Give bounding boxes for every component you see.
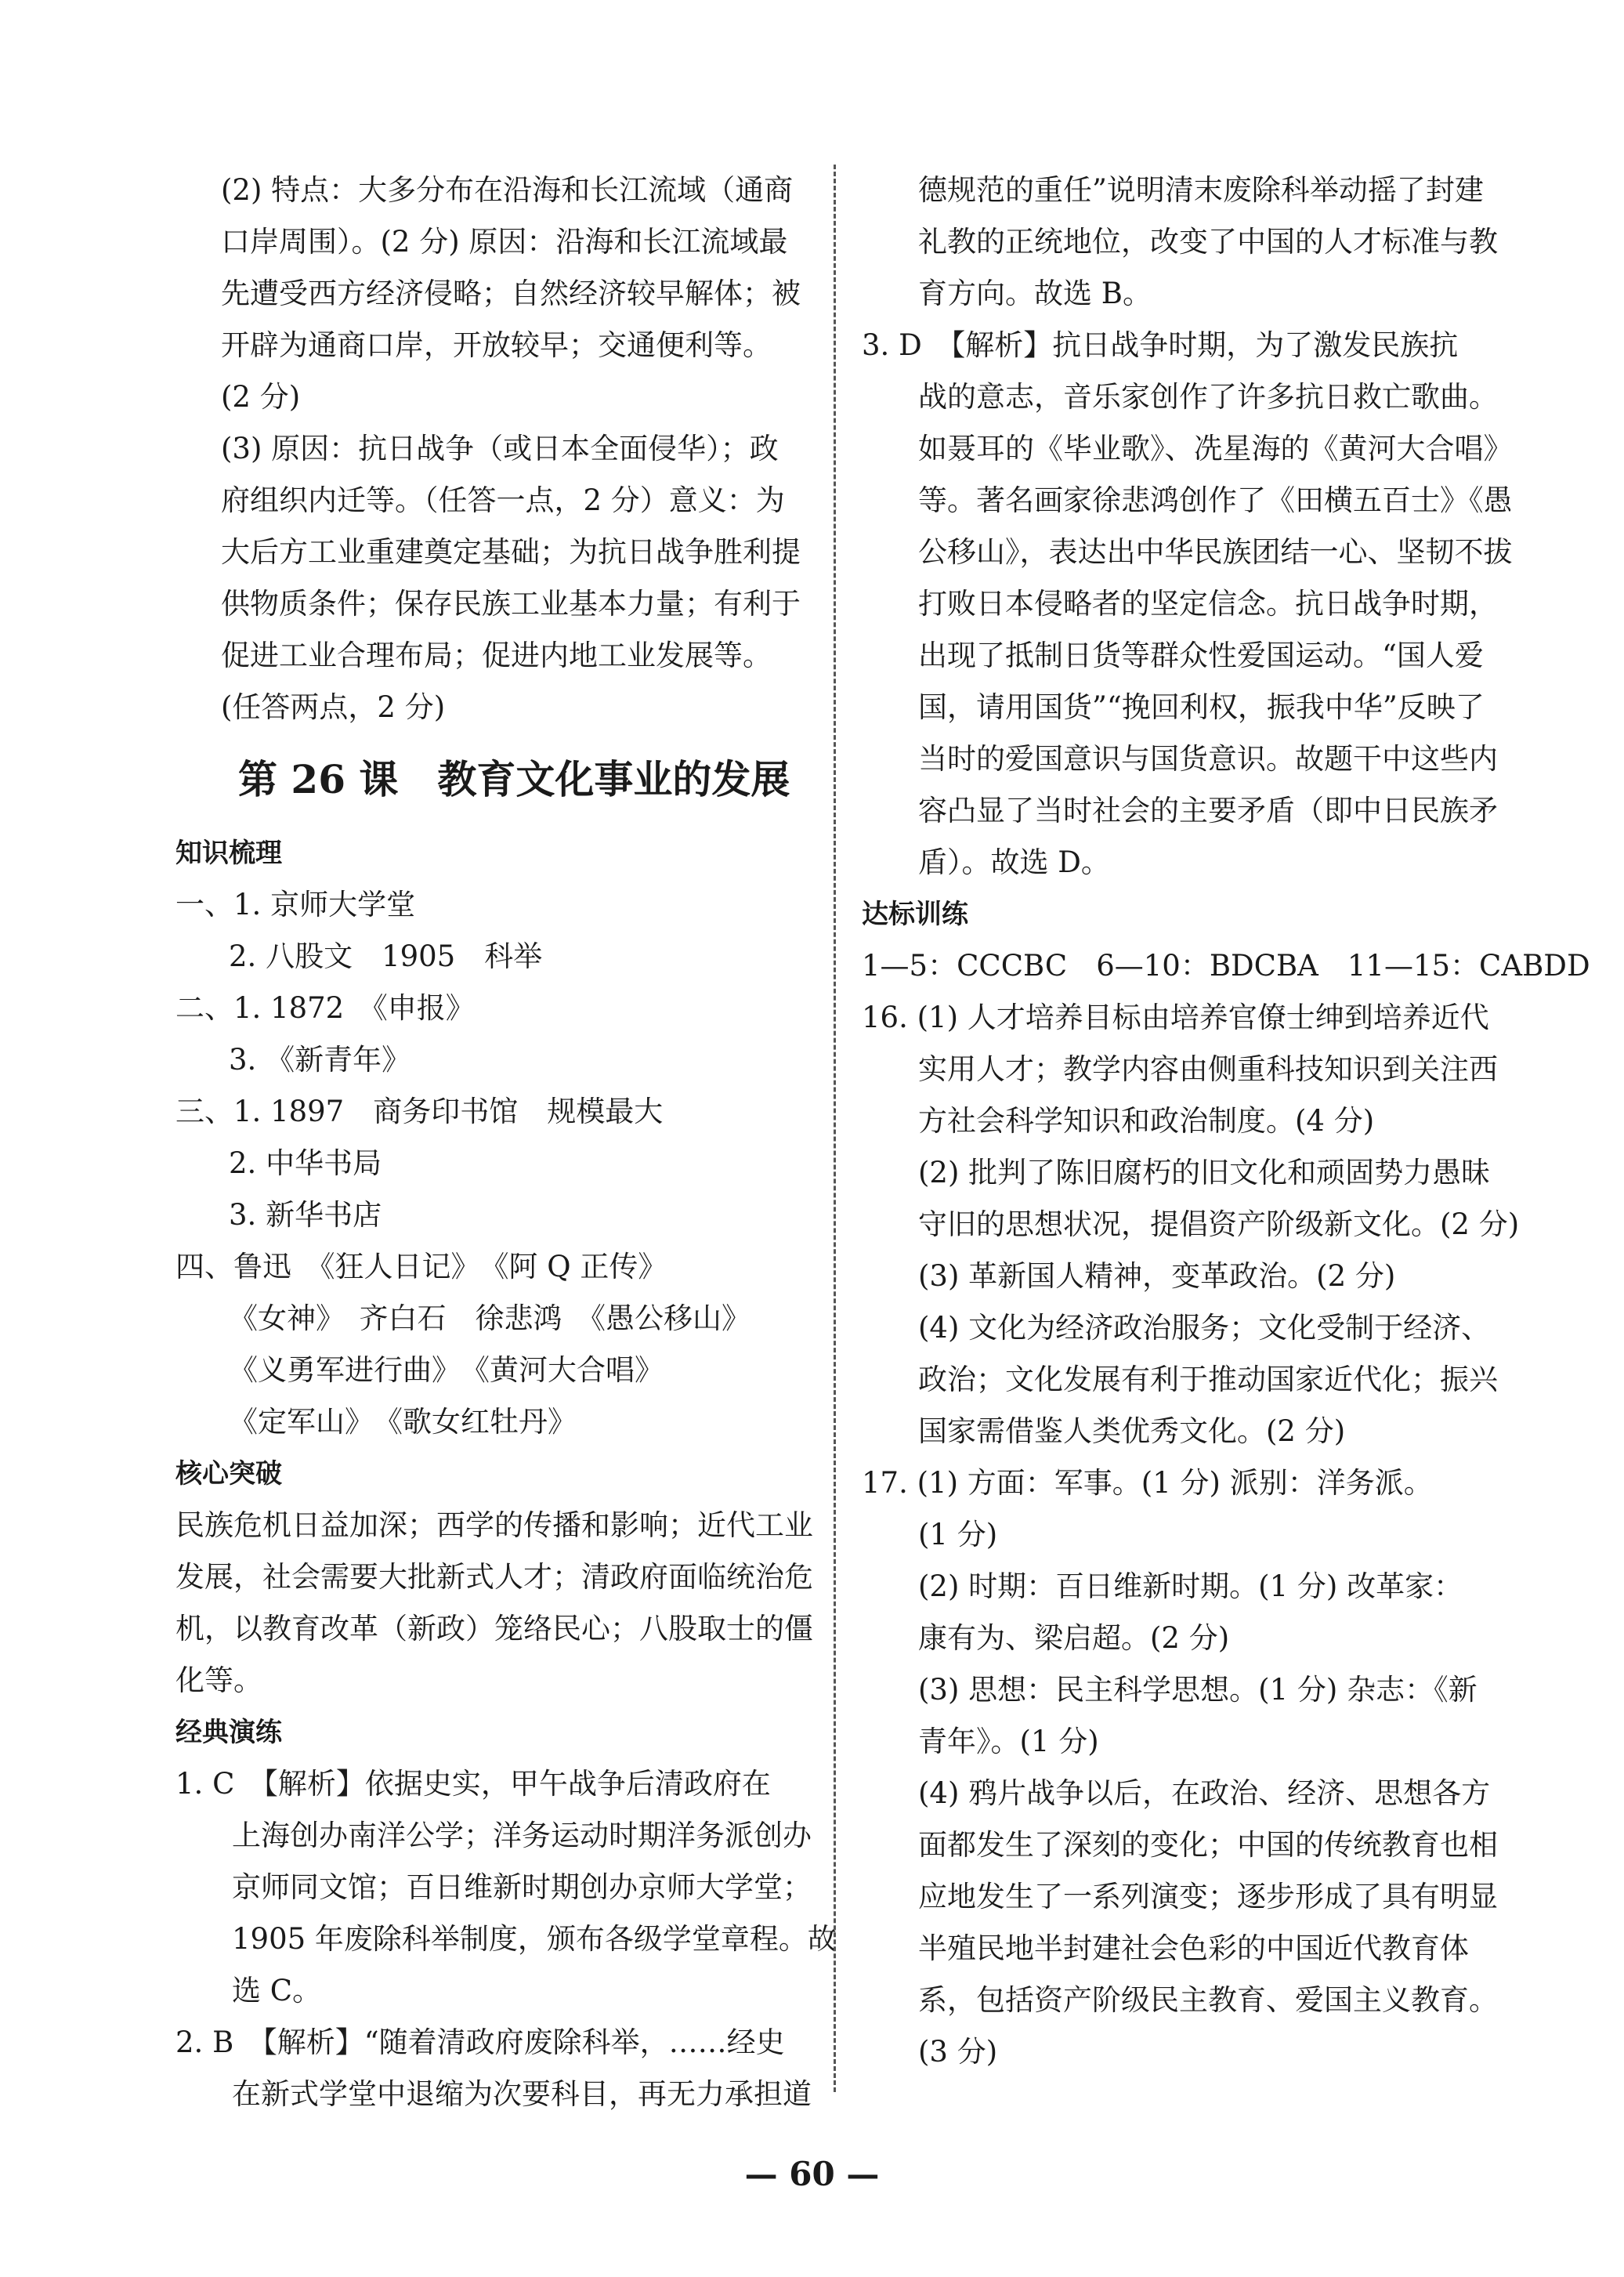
text-line: (4) 文化为经济政治服务；文化受制于经济、	[918, 1311, 1491, 1345]
left-column	[175, 165, 837, 2120]
classic-q3	[862, 320, 1513, 889]
list-item: 二、1. 1872 《申报》	[175, 991, 475, 1025]
list-item: 《定军山》 《歌女红牡丹》	[229, 1405, 577, 1439]
text-line: 打败日本侵略者的坚定信念。抗日战争时期，	[918, 587, 1498, 621]
section-heading-core: 核心突破	[175, 1458, 282, 1490]
classic-q2	[175, 2017, 810, 2120]
text-line: 3. D 【解析】抗日战争时期，为了激发民族抗	[862, 328, 1459, 362]
text-line: (3) 思想：民主科学思想。(1 分) 杂志：《新	[918, 1673, 1478, 1707]
text-line: (2) 时期：百日维新时期。(1 分) 改革家：	[918, 1569, 1463, 1603]
text-line: 礼教的正统地位，改变了中国的人才标准与教	[918, 225, 1498, 259]
text-line: 如聂耳的《毕业歌》、冼星海的《黄河大合唱》	[918, 432, 1513, 465]
text-line: 守旧的思想状况，提倡资产阶级新文化。(2 分)	[918, 1207, 1520, 1241]
list-item: 《义勇军进行曲》 《黄河大合唱》	[229, 1353, 664, 1387]
column-divider	[834, 165, 836, 2092]
text-line: 国，请用国货”“挽回利权，振我中华”反映了	[918, 690, 1485, 724]
list-item: 2. 中华书局	[229, 1146, 382, 1180]
section-heading-knowledge: 知识梳理	[175, 838, 282, 869]
text-line: 在新式学堂中退缩为次要科目，再无力承担道	[232, 2077, 812, 2111]
text-line: 育方向。故选 B。	[918, 277, 1152, 310]
text-line: 机，以教育改革（新政）笼络民心；八股取士的僵	[175, 1612, 813, 1645]
text-line: 促进工业合理布局；促进内地工业发展等。	[221, 639, 772, 672]
text-line: 实用人才；教学内容由侧重科技知识到关注西	[918, 1052, 1498, 1086]
list-item: 一、1. 京师大学堂	[175, 888, 416, 921]
q2-answer-block	[175, 165, 810, 423]
list-item: 3. 《新青年》	[229, 1043, 411, 1077]
text-line: 16. (1) 人才培养目标由培养官僚士绅到培养近代	[862, 1001, 1489, 1034]
text-line: (2) 特点：大多分布在沿海和长江流域（通商	[221, 173, 794, 207]
text-line: 国家需借鉴人类优秀文化。(2 分)	[918, 1414, 1346, 1448]
q17-answer	[862, 1457, 1496, 2078]
text-line: 17. (1) 方面：军事。(1 分) 派别：洋务派。	[862, 1466, 1433, 1500]
text-line: 德规范的重任”说明清末废除科举动摇了封建	[918, 173, 1484, 207]
text-line: (1 分)	[918, 1518, 998, 1551]
text-line: (4) 鸦片战争以后，在政治、经济、思想各方	[918, 1776, 1491, 1810]
text-line: 半殖民地半封建社会色彩的中国近代教育体	[918, 1931, 1469, 1965]
text-line: 发展，社会需要大批新式人才；清政府面临统治危	[175, 1560, 813, 1594]
text-line: (3) 革新国人精神，变革政治。(2 分)	[918, 1259, 1396, 1293]
list-item: 三、1. 1897 商务印书馆 规模最大	[175, 1095, 664, 1128]
text-line: 面都发生了深刻的变化；中国的传统教育也相	[918, 1828, 1498, 1862]
list-item: 3. 新华书店	[229, 1198, 382, 1232]
text-line: 当时的爱国意识与国货意识。故题干中这些内	[918, 742, 1498, 776]
text-line: (3) 原因：抗日战争（或日本全面侵华）；政	[221, 432, 779, 465]
text-line: 选 C。	[232, 1974, 322, 2007]
section-heading-classic: 经典演练	[175, 1717, 282, 1748]
text-line: 公移山》，表达出中华民族团结一心、坚韧不拔	[918, 535, 1513, 569]
right-column	[862, 165, 1590, 2078]
text-line: 上海创办南洋公学；洋务运动时期洋务派创办	[232, 1819, 812, 1852]
text-line: 府组织内迁等。（任答一点，2 分）意义：为	[221, 483, 785, 517]
text-line: 康有为、梁启超。(2 分)	[918, 1621, 1230, 1655]
text-line: 方社会科学知识和政治制度。(4 分)	[918, 1104, 1375, 1138]
text-line: 1. C 【解析】依据史实，甲午战争后清政府在	[175, 1767, 771, 1801]
text-line: 民族危机日益加深；西学的传播和影响；近代工业	[175, 1508, 813, 1542]
mc-answers: 1—5：CCCBC 6—10：BDCBA 11—15：CABDD	[862, 949, 1590, 983]
text-line: 化等。	[175, 1663, 262, 1697]
list-item: 2. 八股文 1905 科举	[229, 939, 543, 973]
text-line: 大后方工业重建奠定基础；为抗日战争胜利提	[221, 535, 801, 569]
list-item: 四、鲁迅 《狂人日记》 《阿 Q 正传》	[175, 1250, 667, 1283]
classic-q2-continued	[862, 165, 1496, 320]
page-number: — 60 —	[744, 2155, 880, 2193]
text-line: (3 分)	[918, 2035, 998, 2069]
text-line: 等。著名画家徐悲鸿创作了《田横五百士》《愚	[918, 483, 1513, 517]
text-line: 京师同文馆；百日维新时期创办京师大学堂；	[232, 1870, 812, 1904]
text-line: 开辟为通商口岸，开放较早；交通便利等。	[221, 328, 772, 362]
classic-q1	[175, 1758, 837, 2017]
text-line: 口岸周围）。(2 分) 原因：沿海和长江流域最	[221, 225, 788, 259]
text-line: 供物质条件；保存民族工业基本力量；有利于	[221, 587, 801, 621]
q16-answer	[862, 992, 1520, 1457]
q3-answer-block	[175, 423, 810, 733]
text-line: 出现了抵制日货等群众性爱国运动。“国人爱	[918, 639, 1484, 672]
text-line: 系，包括资产阶级民主教育、爱国主义教育。	[918, 1983, 1498, 2017]
text-line: 容凸显了当时社会的主要矛盾（即中日民族矛	[918, 794, 1498, 827]
core-paragraph	[175, 1500, 813, 1707]
text-line: 盾）。故选 D。	[918, 845, 1110, 879]
text-line: 2. B 【解析】“随着清政府废除科举，……经史	[175, 2025, 785, 2059]
text-line: 政治；文化发展有利于推动国家近代化；振兴	[918, 1363, 1498, 1396]
text-line: (2) 批判了陈旧腐朽的旧文化和顽固势力愚昧	[918, 1156, 1491, 1189]
text-line: 1905 年废除科举制度，颁布各级学堂章程。故	[232, 1922, 837, 1956]
text-line: 先遭受西方经济侵略；自然经济较早解体；被	[221, 277, 801, 310]
text-line: (2 分)	[221, 380, 301, 414]
lesson-title: 第 26 课 教育文化事业的发展	[238, 756, 790, 802]
text-line: 应地发生了一系列演变；逐步形成了具有明显	[918, 1880, 1498, 1913]
text-line: (任答两点，2 分)	[221, 690, 446, 724]
text-line: 青年》。(1 分)	[918, 1725, 1099, 1758]
section-heading-standard: 达标训练	[862, 899, 968, 930]
text-line: 战的意志，音乐家创作了许多抗日救亡歌曲。	[918, 380, 1498, 414]
list-item: 《女神》 齐白石 徐悲鸿 《愚公移山》	[229, 1301, 751, 1335]
knowledge-list	[175, 879, 810, 1448]
